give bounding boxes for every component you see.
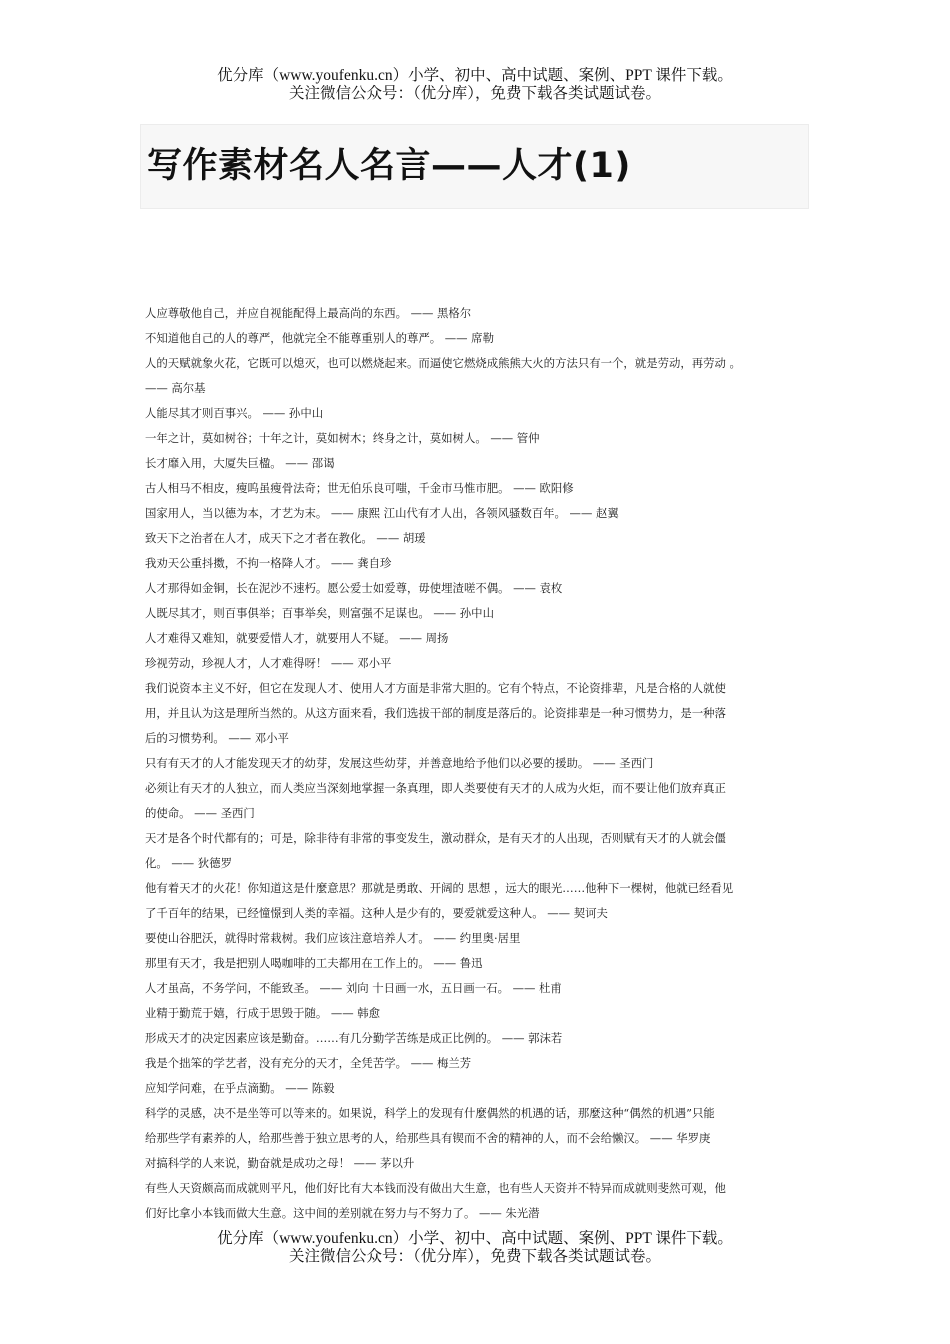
page-footer (0, 1230, 950, 1266)
text-line: 古人相马不相皮，瘦呜虽瘦骨法奇；世无伯乐良可嗤，千金市马惟市肥。 —— 欧阳修 (145, 481, 574, 495)
text-line: 对搞科学的人来说，勤奋就是成功之母！ —— 茅以升 (145, 1156, 415, 1170)
header-line-2: 关注微信公众号：（优分库），免费下载各类试题试卷。 (288, 85, 661, 102)
text-line: 有些人天资颇高而成就则平凡，他们好比有大本钱而没有做出大生意，也有些人天资并不特异而成就则斐然可观，他 (145, 1181, 726, 1195)
text-line: 后的习惯势利。 —— 邓小平 (145, 731, 289, 745)
text-line: 人才难得又难知，就要爱惜人才，就要用人不疑。 —— 周扬 (145, 631, 449, 645)
text-line: 形成天才的决定因素应该是勤奋。……有几分勤学苦练是成正比例的。 —— 郭沫若 (145, 1031, 563, 1045)
text-line: 们好比拿小本钱而做大生意。这中间的差别就在努力与不努力了。 —— 朱光潜 (145, 1206, 540, 1220)
text-line: 的使命。 —— 圣西门 (145, 806, 255, 820)
text-line: 致天下之治者在人才，成天下之才者在教化。 —— 胡瑗 (145, 531, 426, 545)
text-line: 不知道他自己的人的尊严，他就完全不能尊重别人的尊严。 —— 席勒 (145, 331, 494, 345)
text-line: 只有有天才的人才能发现天才的幼芽，发展这些幼芽，并善意地给予他们以必要的援助。 —— 圣西门 (145, 756, 654, 770)
text-line: 珍视劳动，珍视人才，人才难得呀！ —— 邓小平 (145, 656, 392, 670)
text-line: 人应尊敬他自己，并应自视能配得上最高尚的东西。 —— 黑格尔 (145, 306, 472, 320)
text-line: 人既尽其才，则百事俱举；百事举矣，则富强不足谋也。 —— 孙中山 (145, 606, 494, 620)
text-line: 用，并且认为这是理所当然的。从这方面来看，我们选拔干部的制度是落后的。论资排辈是一种习惯势力，是一种落 (145, 706, 726, 720)
text-line: 一年之计，莫如树谷；十年之计，莫如树木；终身之计，莫如树人。 —— 管仲 (145, 431, 540, 445)
text-line: 给那些学有素养的人，给那些善于独立思考的人，给那些具有锲而不舍的精神的人，而不会给懒汉。 —— 华罗庚 (145, 1131, 711, 1145)
page-title: 写作素材名人名言——人才(1) (147, 146, 631, 186)
text-line: 长才靡入用，大厦失巨楹。 —— 邵谒 (145, 456, 335, 470)
text-line: 我劝天公重抖擞，不拘一格降人才。 —— 龚自珍 (145, 556, 392, 570)
text-line: 那里有天才，我是把别人喝咖啡的工夫都用在工作上的。 —— 鲁迅 (145, 956, 483, 970)
text-line: 我们说资本主义不好，但它在发现人才、使用人才方面是非常大胆的。它有个特点，不论资排辈，凡是合格的人就使 (145, 681, 726, 695)
title-box (140, 124, 809, 209)
text-line: 人能尽其才则百事兴。 —— 孙中山 (145, 406, 324, 420)
text-line: 了千百年的结果，已经憧憬到人类的幸福。这种人是少有的，要爱就爱这种人。 —— 契诃夫 (145, 906, 608, 920)
footer-line-2: 关注微信公众号：（优分库），免费下载各类试题试卷。 (288, 1248, 661, 1265)
text-line: 要使山谷肥沃，就得时常栽树。我们应该注意培养人才。 —— 约里奥·居里 (145, 931, 521, 945)
text-line: 人才那得如金铜，长在泥沙不速朽。愿公爱士如爱尊，毋使埋渣嗟不偶。 —— 袁枚 (145, 581, 563, 595)
page-header (0, 67, 950, 103)
text-line: 化。 —— 狄德罗 (145, 856, 232, 870)
text-line: 应知学问难，在乎点滴勤。 —— 陈毅 (145, 1081, 335, 1095)
text-line: 人的天赋就象火花，它既可以熄灭，也可以燃烧起来。而逼使它燃烧成熊熊大火的方法只有一个，就是劳动，再劳动 。 (145, 356, 741, 370)
text-line: 人才虽高，不务学问，不能致圣。 —— 刘向 十日画一水，五日画一石。 —— 杜甫 (145, 981, 562, 995)
header-line-1: 优分库（www.youfenku.cn）小学、初中、高中试题、案例、PPT 课件下载。 (217, 67, 733, 84)
text-line: 天才是各个时代都有的；可是，除非待有非常的事变发生，激动群众，是有天才的人出现，否则赋有天才的人就会僵 (145, 831, 726, 845)
text-line: —— 高尔基 (145, 381, 206, 395)
text-line: 科学的灵感，决不是坐等可以等来的。如果说，科学上的发现有什麼偶然的机遇的话，那麼这种“偶然的机遇”只能 (145, 1106, 715, 1120)
text-line: 他有着天才的火花！你知道这是什麼意思？那就是勇敢、开阔的 思想 ，远大的眼光……他种下一棵树，他就已经看见 (145, 881, 734, 895)
text-line: 必须让有天才的人独立，而人类应当深刻地掌握一条真理，即人类要使有天才的人成为火炬，而不要让他们放弃真正 (145, 781, 726, 795)
text-line: 国家用人，当以德为本，才艺为末。 —— 康熙 江山代有才人出，各领风骚数百年。 —— 赵翼 (145, 506, 619, 520)
text-line: 业精于勤荒于嬉，行成于思毁于随。 —— 韩愈 (145, 1006, 381, 1020)
quote-list (145, 301, 820, 1226)
text-line: 我是个拙笨的学艺者，没有充分的天才，全凭苦学。 —— 梅兰芳 (145, 1056, 472, 1070)
footer-line-1: 优分库（www.youfenku.cn）小学、初中、高中试题、案例、PPT 课件下载。 (217, 1230, 733, 1247)
